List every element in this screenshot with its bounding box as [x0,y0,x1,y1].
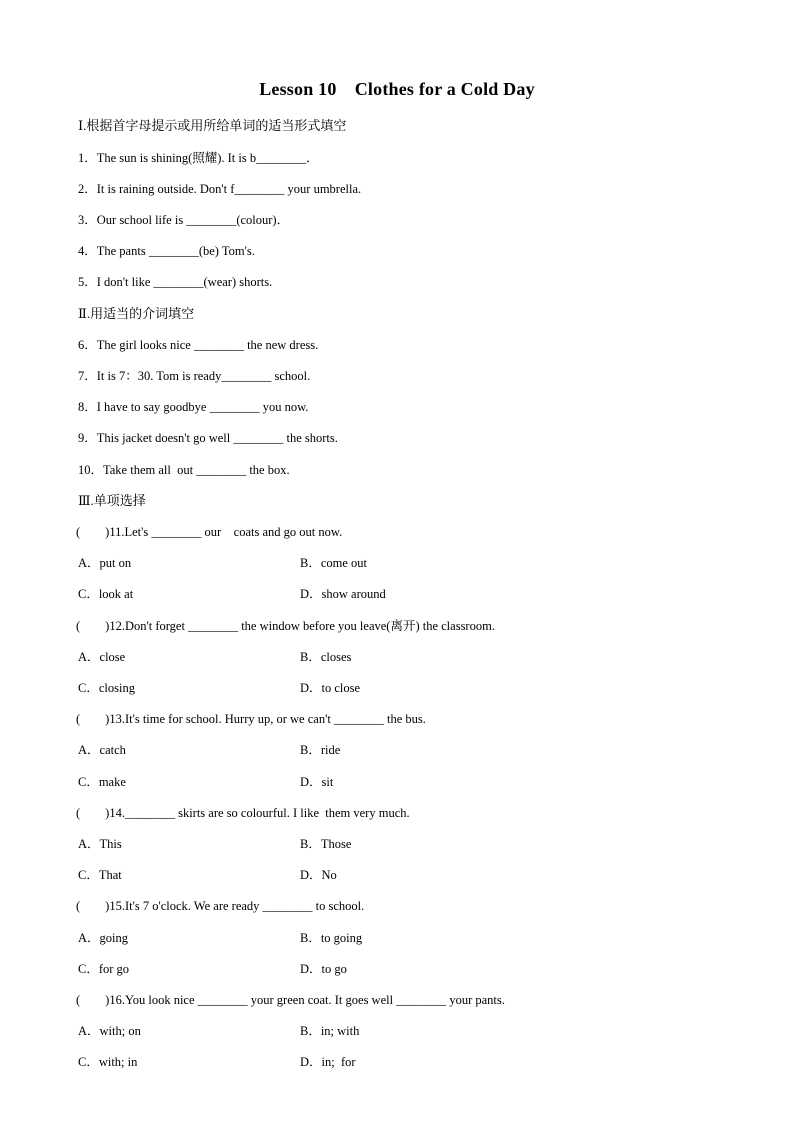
question-16-stem: ( )16.You look nice ________ your green coat. It goes well ________ your pants. [76,993,505,1007]
question-13-stem: ( )13.It's time for school. Hurry up, or we can't ________ the bus. [76,712,426,726]
question-11-option-c: C．look at [78,587,134,601]
question-14-option-d: D．No [300,868,337,882]
section-heading-1: Ⅰ.根据首字母提示或用所给单词的适当形式填空 [78,118,347,133]
question-13-option-d: D．sit [300,775,334,789]
question-16-option-a: A．with; on [78,1024,141,1038]
question-11-option-b: B．come out [300,556,368,570]
question-12-option-d: D．to close [300,681,361,695]
question-8: 8．I have to say goodbye ________ you now. [78,400,309,414]
section-heading-3: Ⅲ.单项选择 [78,493,146,508]
question-1: 1．The sun is shining(照耀). It is b________． [78,151,319,165]
question-13-option-b: B．ride [300,743,341,757]
question-14-stem: ( )14.________ skirts are so colourful. I like them very much. [76,806,410,820]
question-14-option-b: B．Those [300,837,352,851]
question-14-option-c: C．That [78,868,122,882]
question-16-option-b: B．in; with [300,1024,360,1038]
page-title: Lesson 10 Clothes for a Cold Day [259,79,535,99]
question-10: 10．Take them all out ________ the box. [78,463,290,477]
question-15-option-a: A．going [78,931,129,945]
question-3: 3．Our school life is ________(colour)． [78,213,290,227]
question-4: 4．The pants ________(be) Tom's. [78,244,255,258]
question-16-option-c: C．with; in [78,1055,138,1069]
question-12-option-a: A．close [78,650,126,664]
question-13-option-a: A．catch [78,743,126,757]
question-15-option-d: D．to go [300,962,347,976]
question-15-option-b: B．to going [300,931,363,945]
question-14-option-a: A．This [78,837,122,851]
question-7: 7．It is 7：30. Tom is ready________ school. [78,369,311,383]
question-2: 2．It is raining outside. Don't f________ your umbrella. [78,182,362,196]
question-12-option-b: B．closes [300,650,352,664]
question-15-stem: ( )15.It's 7 o'clock. We are ready ________ to school. [76,899,365,913]
question-11-stem: ( )11.Let's ________ our coats and go out now. [76,525,343,539]
question-9: 9．This jacket doesn't go well ________ the shorts. [78,431,338,445]
question-15-option-c: C．for go [78,962,130,976]
question-5: 5．I don't like ________(wear) shorts. [78,275,273,289]
question-12-stem: ( )12.Don't forget ________ the window before you leave(离开) the classroom. [76,619,495,633]
question-12-option-c: C．closing [78,681,135,695]
question-11-option-a: A．put on [78,556,132,570]
question-11-option-d: D．show around [300,587,386,601]
section-heading-2: Ⅱ.用适当的介词填空 [78,306,195,321]
question-16-option-d: D．in; for [300,1055,356,1069]
question-13-option-c: C．make [78,775,126,789]
question-6: 6．The girl looks nice ________ the new dress. [78,338,319,352]
